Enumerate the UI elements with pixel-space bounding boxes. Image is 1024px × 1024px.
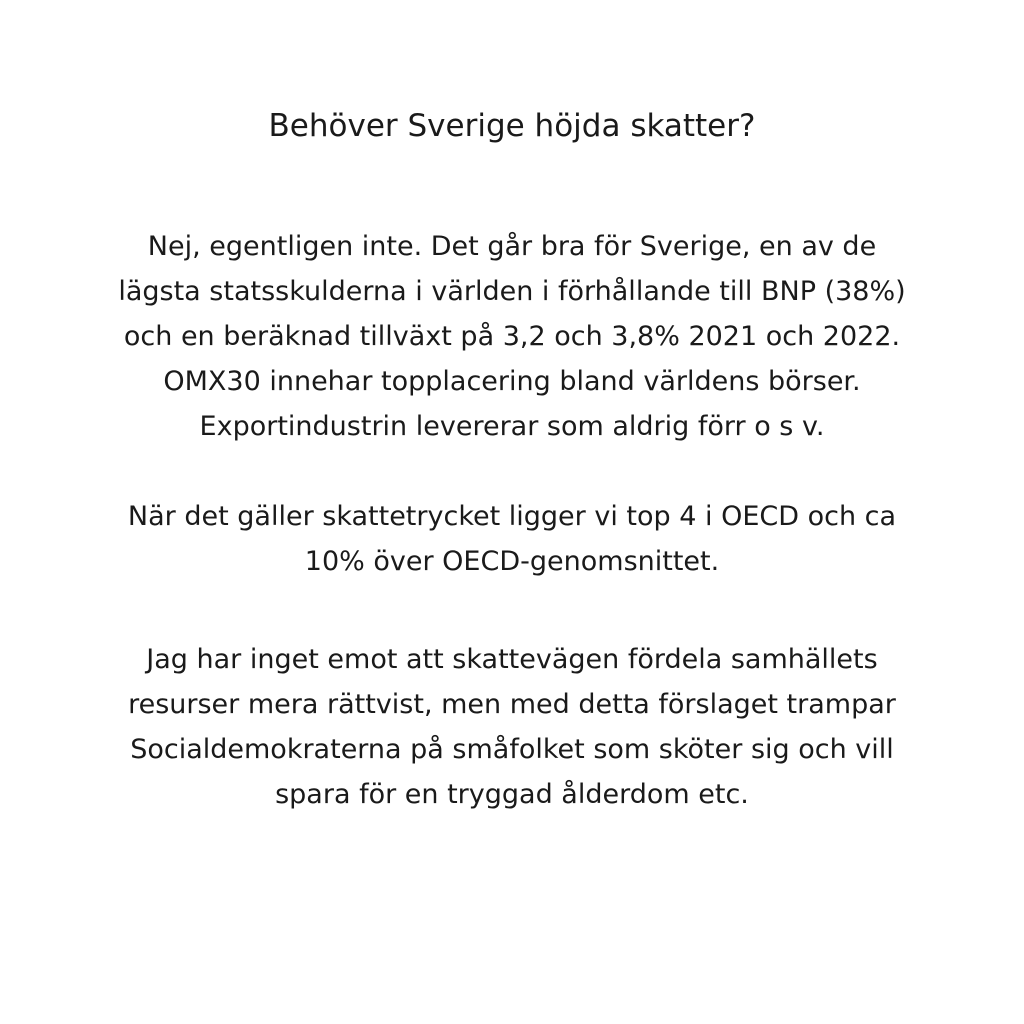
paragraph-line: Jag har inget emot att skattevägen fördela samhällets [146, 644, 878, 675]
paragraph-line: När det gäller skattetrycket ligger vi top 4 i OECD och ca [127, 501, 897, 532]
paragraph-economy [0, 224, 1024, 449]
paragraph-line: Exportindustrin levererar som aldrig förr o s v. [199, 411, 825, 442]
paragraph-line: Nej, egentligen inte. Det går bra för Sverige, en av de [147, 231, 877, 262]
paragraph-line: Socialdemokraterna på småfolket som sköter sig och vill [130, 734, 894, 765]
paragraph-line: resurser mera rättvist, men med detta förslaget trampar [128, 689, 896, 720]
paragraph-line: lägsta statsskulderna i världen i förhållande till BNP (38%) [118, 276, 906, 307]
paragraph-line: OMX30 innehar topplacering bland världens börser. [163, 366, 861, 397]
paragraph-tax-burden [0, 494, 1024, 584]
paragraph-opinion [0, 637, 1024, 817]
paragraph-line: spara för en tryggad ålderdom etc. [275, 779, 749, 810]
paragraph-line: och en beräknad tillväxt på 3,2 och 3,8% 2021 och 2022. [123, 321, 901, 352]
page-title: Behöver Sverige höjda skatter? [268, 108, 756, 144]
paragraph-line: 10% över OECD-genomsnittet. [304, 546, 720, 577]
